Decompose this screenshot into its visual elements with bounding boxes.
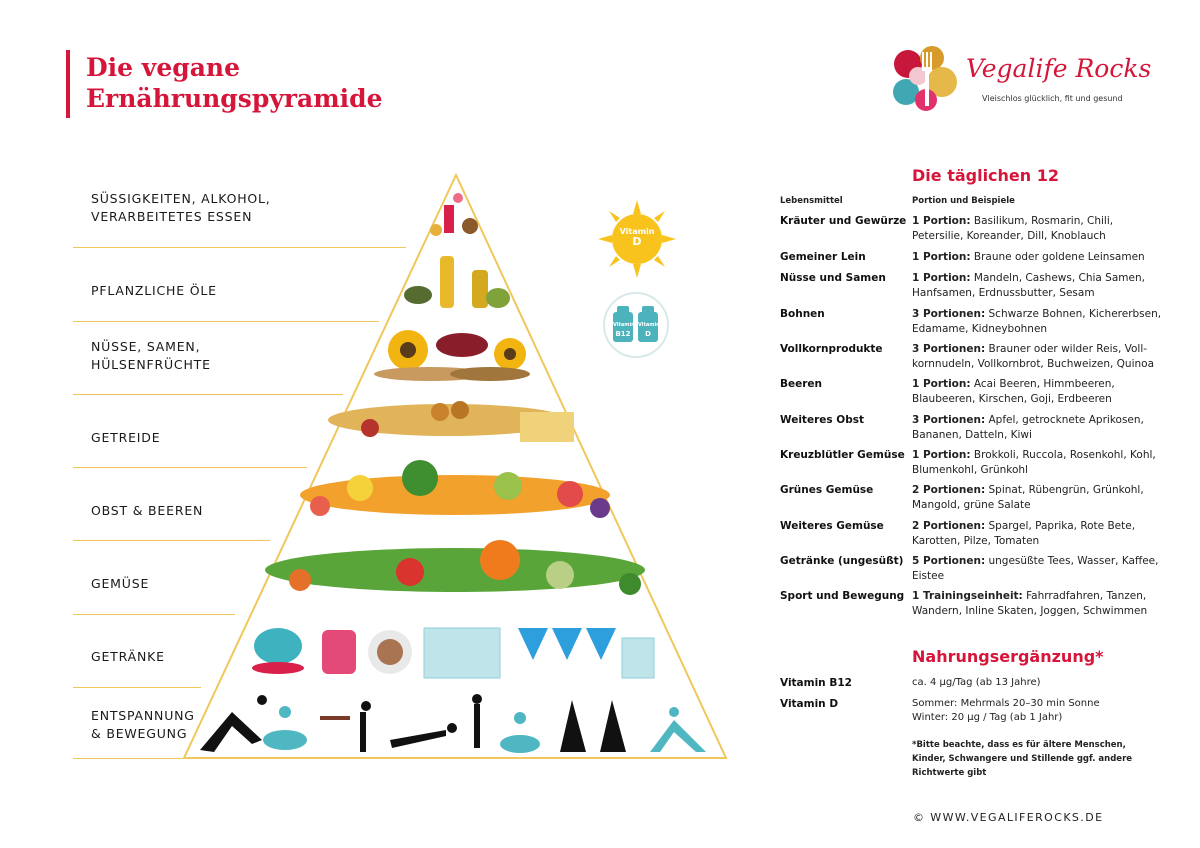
vitamin-d-bottle-icon: Vitamin D xyxy=(638,312,658,342)
row-food-name: Grünes Gemüse xyxy=(780,484,874,496)
level-label-nuts: NÜSSE, SAMEN, HÜLSENFRÜCHTE xyxy=(91,339,211,372)
brand-name: Vegalife Rocks xyxy=(966,54,1152,83)
vitamin-d-sun-label: Vitamin D xyxy=(619,227,655,248)
row-food-name: Sport und Bewegung xyxy=(780,590,905,602)
column-header-food: Lebensmittel xyxy=(780,196,843,206)
level-label-oils: PFLANZLICHE ÖLE xyxy=(91,283,217,298)
supplement-dose: ca. 4 µg/Tag (ab 13 Jahre) xyxy=(912,677,1041,688)
drinks-illustration xyxy=(252,628,654,678)
row-food-name: Weiteres Gemüse xyxy=(780,520,884,532)
supplement-dose: Sommer: Mehrmals 20–30 min Sonne Winter: 20 µg / Tag (ab 1 Jahr) xyxy=(912,698,1100,723)
grains-illustration xyxy=(328,401,574,442)
row-description: 2 Portionen: Spinat, Rübengrün, Grünkohl, Mangold, grüne Salate xyxy=(912,484,1144,511)
brand-logo[interactable] xyxy=(888,42,1152,116)
row-description: 1 Portion: Braune oder goldene Leinsamen xyxy=(912,251,1145,263)
row-food-name: Nüsse und Samen xyxy=(780,272,886,284)
row-food-name: Kräuter und Gewürze xyxy=(780,215,907,227)
brand-tagline: Vleischlos glücklich, fit und gesund xyxy=(982,94,1123,103)
row-food-name: Bohnen xyxy=(780,308,825,320)
title-line-1: Die vegane xyxy=(86,53,240,82)
level-label-vegetables: GEMÜSE xyxy=(91,576,150,591)
supplements-heading: Nahrungsergänzung* xyxy=(912,647,1104,666)
daily-12-heading: Die täglichen 12 xyxy=(912,166,1060,185)
supplement-name: Vitamin D xyxy=(780,698,839,710)
vegetables-illustration xyxy=(265,540,645,595)
row-food-name: Vollkornprodukte xyxy=(780,343,883,355)
level-label-fruit: OBST & BEEREN xyxy=(91,503,204,518)
copyright-link[interactable]: © WWW.VEGALIFEROCKS.DE xyxy=(913,811,1104,824)
oils-illustration xyxy=(404,256,510,308)
level-label-sweets: SÜSSIGKEITEN, ALKOHOL, VERARBEITETES ESSEN xyxy=(91,191,271,224)
row-food-name: Weiteres Obst xyxy=(780,414,864,426)
row-description: 1 Portion: Basilikum, Rosmarin, Chili, Petersilie, Koreander, Dill, Knoblauch xyxy=(912,215,1114,242)
column-header-portion: Portion und Beispiele xyxy=(912,196,1015,206)
title-line-2: Ernährungspyramide xyxy=(86,84,383,113)
row-food-name: Beeren xyxy=(780,378,823,390)
row-description: 1 Portion: Acai Beeren, Himmbeeren, Blaubeeren, Kirschen, Goji, Erdbeeren xyxy=(912,378,1115,405)
row-food-name: Gemeiner Lein xyxy=(780,251,866,263)
level-label-grains: GETREIDE xyxy=(91,430,161,445)
row-description: 1 Trainingseinheit: Fahrradfahren, Tanzen, Wandern, Inline Skaten, Joggen, Schwimmen xyxy=(912,590,1148,617)
fruit-illustration xyxy=(300,460,610,518)
row-description: 5 Portionen: ungesüßte Tees, Wasser, Kaffee, Eistee xyxy=(912,555,1159,582)
supplement-name: Vitamin B12 xyxy=(780,677,852,689)
vitamin-b12-bottle-icon: Vitamin B12 xyxy=(613,312,633,342)
level-label-drinks: GETRÄNKE xyxy=(91,649,165,664)
row-description: 3 Portionen: Schwarze Bohnen, Kichererbsen, Edamame, Kidneybohnen xyxy=(912,308,1162,335)
supplement-footnote: *Bitte beachte, dass es für ältere Menschen, Kinder, Schwangere und Stillende ggf. andere Richtwerte gibt xyxy=(912,740,1133,778)
row-description: 3 Portionen: Brauner oder wilder Reis, Voll-kornnudeln, Vollkornbrot, Buchweizen, Quinoa xyxy=(912,343,1155,370)
nuts-illustration xyxy=(374,330,530,381)
row-description: 3 Portionen: Apfel, getrocknete Aprikosen, Bananen, Datteln, Kiwi xyxy=(912,414,1144,441)
level-label-exercise: ENTSPANNUNG & BEWEGUNG xyxy=(91,708,195,741)
fork-logo-icon xyxy=(888,42,964,116)
row-description: 1 Portion: Brokkoli, Ruccola, Rosenkohl, Kohl, Blumenkohl, Grünkohl xyxy=(912,449,1156,476)
row-description: 1 Portion: Mandeln, Cashews, Chia Samen, Hanfsamen, Erdnussbutter, Sesam xyxy=(912,272,1145,299)
row-description: 2 Portionen: Spargel, Paprika, Rote Bete, Karotten, Pilze, Tomaten xyxy=(912,520,1136,547)
row-food-name: Kreuzblütler Gemüse xyxy=(780,449,905,461)
exercise-illustration xyxy=(200,694,706,753)
row-food-name: Getränke (ungesüßt) xyxy=(780,555,904,567)
